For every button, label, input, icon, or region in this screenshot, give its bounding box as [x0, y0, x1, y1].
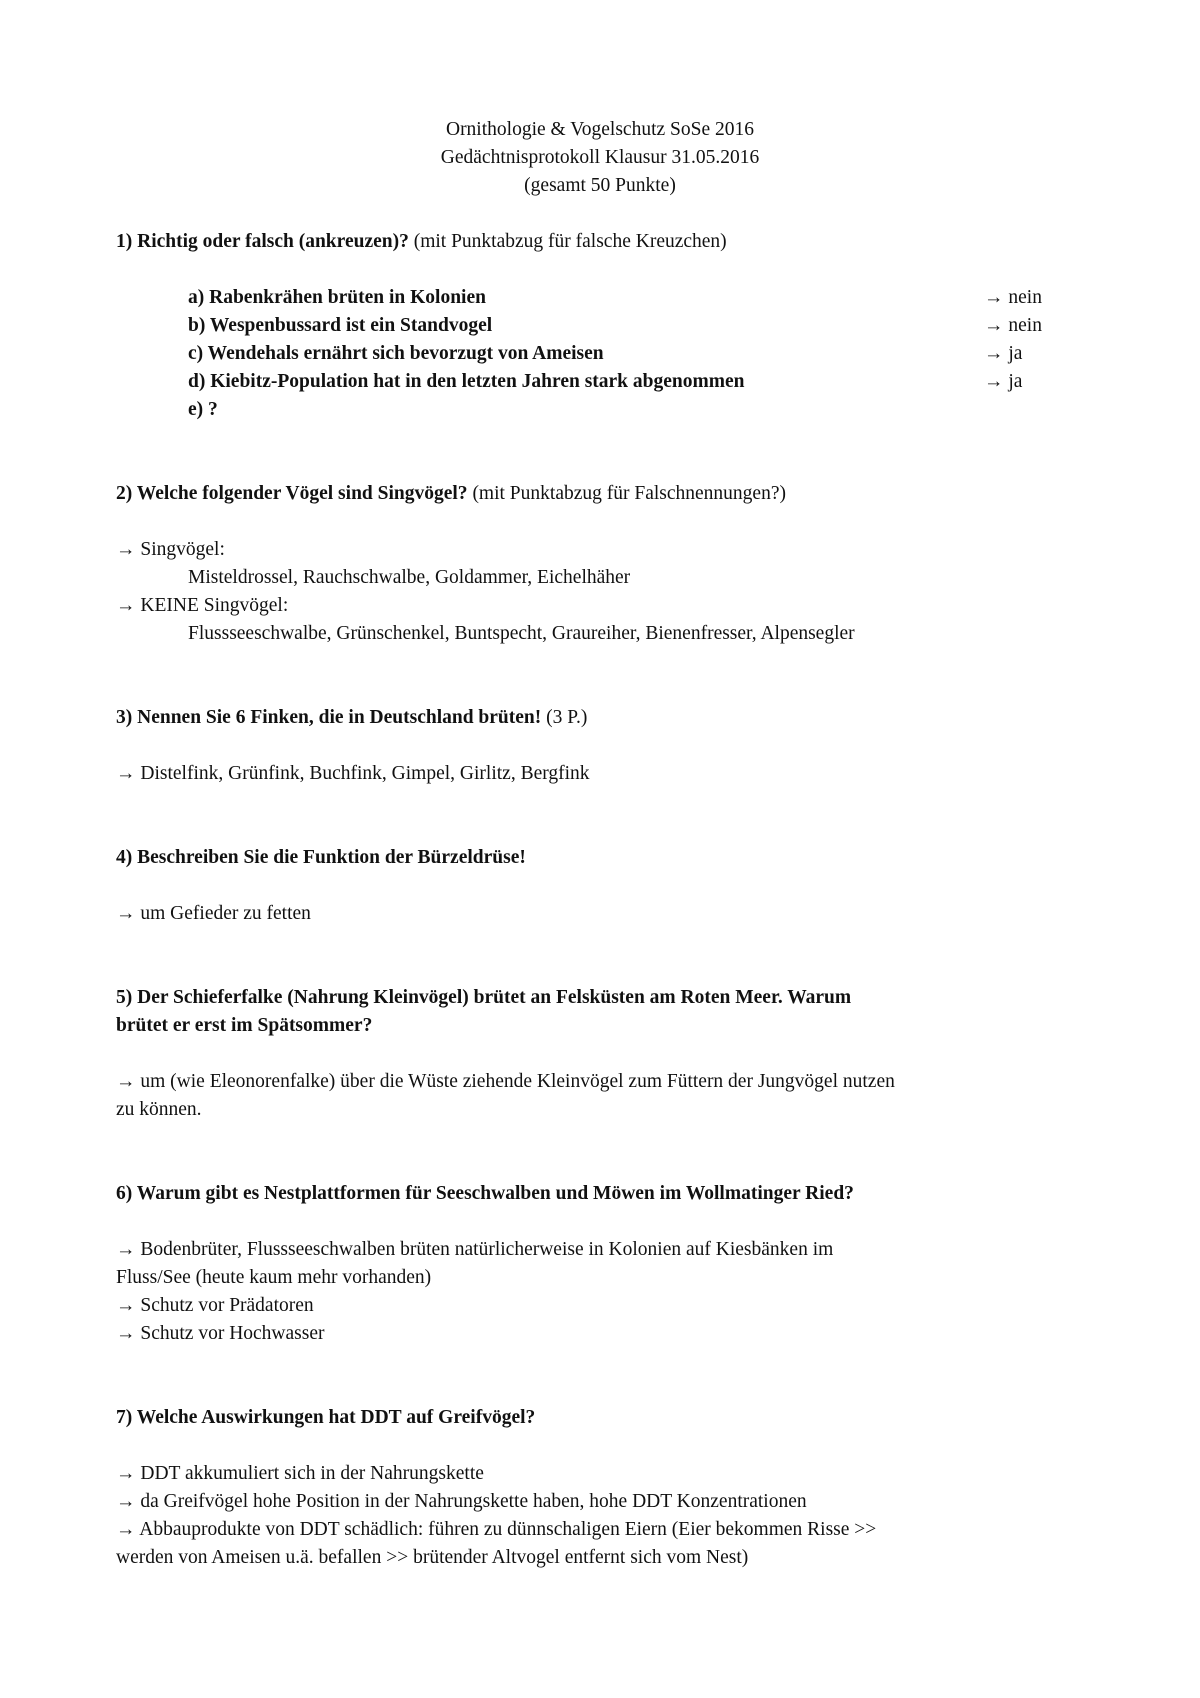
q1-item-b: b) Wespenbussard ist ein Standvogel: [188, 315, 493, 336]
q4-answer: → um Gefieder zu fetten: [116, 903, 311, 924]
q6-answer-line4: → Schutz vor Hochwasser: [116, 1323, 325, 1344]
doc-subtitle: Gedächtnisprotokoll Klausur 31.05.2016: [440, 147, 760, 168]
q2-singvoegel-label: → Singvögel:: [116, 539, 225, 560]
q1-answer-d: → ja: [984, 371, 1023, 392]
q1-item-e: e) ?: [188, 399, 218, 420]
q1-item-d: d) Kiebitz-Population hat in den letzten Jahren stark abgenommen: [188, 371, 745, 392]
doc-points: (gesamt 50 Punkte): [524, 175, 676, 196]
q3-answer: → Distelfink, Grünfink, Buchfink, Gimpel, Girlitz, Bergfink: [116, 763, 590, 784]
q1-item-a: a) Rabenkrähen brüten in Kolonien: [188, 287, 486, 308]
q7-answer-line4: werden von Ameisen u.ä. befallen >> brütender Altvogel entfernt sich vom Nest): [116, 1547, 749, 1568]
q1-answer-c: → ja: [984, 343, 1023, 364]
q2-keine-list: Flussseeschwalbe, Grünschenkel, Buntspecht, Graureiher, Bienenfresser, Alpensegler: [188, 623, 855, 644]
q3-question: [116, 704, 587, 732]
q5-question-line2: brütet er erst im Spätsommer?: [116, 1015, 373, 1036]
q5-question-line1: 5) Der Schieferfalke (Nahrung Kleinvögel) brütet an Felsküsten am Roten Meer. Warum: [116, 987, 852, 1008]
q7-answer-line1: → DDT akkumuliert sich in der Nahrungskette: [116, 1463, 484, 1484]
q1-answer-a: → nein: [984, 287, 1042, 308]
q7-question: 7) Welche Auswirkungen hat DDT auf Greifvögel?: [116, 1407, 536, 1428]
q2-note: (mit Punktabzug für Falschnennungen?): [467, 483, 786, 504]
doc-title: Ornithologie & Vogelschutz SoSe 2016: [445, 119, 755, 140]
q1-note: (mit Punktabzug für falsche Kreuzchen): [408, 231, 727, 252]
q2-singvoegel-list: Misteldrossel, Rauchschwalbe, Goldammer, Eichelhäher: [188, 567, 631, 588]
q1-item-c: c) Wendehals ernährt sich bevorzugt von Ameisen: [188, 343, 604, 364]
q5-answer-line2: zu können.: [116, 1099, 202, 1120]
q3-question-text: 3) Nennen Sie 6 Finken, die in Deutschland brüten!: [116, 707, 542, 728]
q2-keine-label: → KEINE Singvögel:: [116, 595, 289, 616]
q6-question: 6) Warum gibt es Nestplattformen für Seeschwalben und Möwen im Wollmatinger Ried?: [116, 1183, 854, 1204]
q1-question: [116, 228, 727, 256]
q4-question: 4) Beschreiben Sie die Funktion der Bürzeldrüse!: [116, 847, 526, 868]
q7-answer-line3: → Abbauprodukte von DDT schädlich: führen zu dünnschaligen Eiern (Eier bekommen Risse >>: [116, 1519, 877, 1540]
q5-answer-line1: → um (wie Eleonorenfalke) über die Wüste ziehende Kleinvögel zum Füttern der Jungvögel nutzen: [116, 1071, 895, 1092]
q6-answer-line3: → Schutz vor Prädatoren: [116, 1295, 314, 1316]
q6-answer-line2: Fluss/See (heute kaum mehr vorhanden): [116, 1267, 432, 1288]
q7-answer-line2: → da Greifvögel hohe Position in der Nahrungskette haben, hohe DDT Konzentrationen: [116, 1491, 807, 1512]
q3-note: (3 P.): [541, 707, 588, 728]
q1-question-text: 1) Richtig oder falsch (ankreuzen)?: [116, 231, 409, 252]
q1-answer-b: → nein: [984, 315, 1042, 336]
q6-answer-line1: → Bodenbrüter, Flussseeschwalben brüten natürlicherweise in Kolonien auf Kiesbänken im: [116, 1239, 834, 1260]
q2-question-text: 2) Welche folgender Vögel sind Singvögel?: [116, 483, 468, 504]
q2-question: [116, 480, 786, 508]
